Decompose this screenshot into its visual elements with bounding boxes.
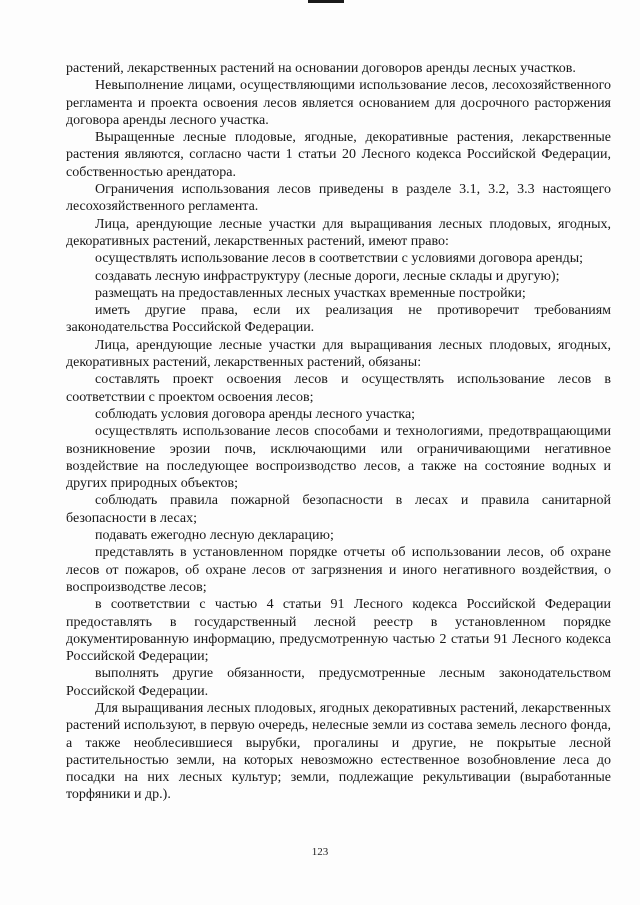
paragraph: Выращенные лесные плодовые, ягодные, декоративные растения, лекарственные растения являются, согласно части 1 статьи 20 Лесного кодекса Российской Федерации, собственностью арендатора. [66,130,611,180]
document-body [66,60,611,804]
paragraph: Лица, арендующие лесные участки для выращивания лесных плодовых, ягодных, декоративных растений, лекарственных растений, обязаны: [66,337,611,371]
list-item: подавать ежегодно лесную декларацию; [95,528,334,544]
page-number: 123 [311,846,329,858]
list-item: создавать лесную инфраструктуру (лесные дороги, лесные склады и другую); [95,268,560,284]
paragraph: Невыполнение лицами, осуществляющими использование лесов, лесохозяйственного регламента и проекта освоения лесов является основанием для досрочного расторжения договора аренды лесного участка. [66,78,611,128]
paragraph: Для выращивания лесных плодовых, ягодных декоративных растений, лекарственных растений используют, в первую очередь, нелесные земли из состава земель лесного фонда, а также необлесившиеся вырубки, прогалины и другие, не покрытые лесной растительностью земли, на которых невозможно естественное возобновление леса до посадки на них лесных культур; земли, подлежащие рекультивации (выработанные торфяники и др.). [66,700,611,803]
list-item: иметь другие права, если их реализация не противоречит требованиям законодательства Российской Федерации. [66,303,611,336]
paragraph: растений, лекарственных растений на основании договоров аренды лесных участков. [66,61,576,76]
list-item: представлять в установленном порядке отчеты об использовании лесов, об охране лесов от пожаров, об охране лесов от загрязнения и иного негативного воздействия, о воспроизводстве лесов; [66,545,611,595]
list-item: в соответствии с частью 4 статьи 91 Лесного кодекса Российской Федерации предоставлять в государственный лесной реестр в установленном порядке документированную информацию, предусмотренную частью 2 статьи 91 Лесного кодекса Российской Федерации; [66,597,611,665]
paragraph: Лица, арендующие лесные участки для выращивания лесных плодовых, ягодных, декоративных растений, лекарственных растений, имеют право: [66,216,611,249]
list-item: соблюдать правила пожарной безопасности в лесах и правила санитарной безопасности в лесах; [66,493,611,526]
list-item: выполнять другие обязанности, предусмотренные лесным законодательством Российской Федерации. [66,666,611,699]
list-item: размещать на предоставленных лесных участках временные постройки; [95,285,526,301]
list-item: осуществлять использование лесов в соответствии с условиями договора аренды; [95,251,584,267]
paragraph: Ограничения использования лесов приведены в разделе 3.1, 3.2, 3.3 настоящего лесохозяйственного регламента. [66,182,611,215]
list-item: составлять проект освоения лесов и осуществлять использование лесов в соответствии с проектом освоения лесов; [66,372,611,405]
list-item: соблюдать условия договора аренды лесного участка; [95,406,416,422]
scan-top-mark [308,0,344,3]
list-item: осуществлять использование лесов способами и технологиями, предотвращающими возникновение эрозии почв, исключающими или ограничивающими негативное воздействие на последующее воспроизводство лесов, а также на состояние водных и других природных объектов; [66,424,611,492]
